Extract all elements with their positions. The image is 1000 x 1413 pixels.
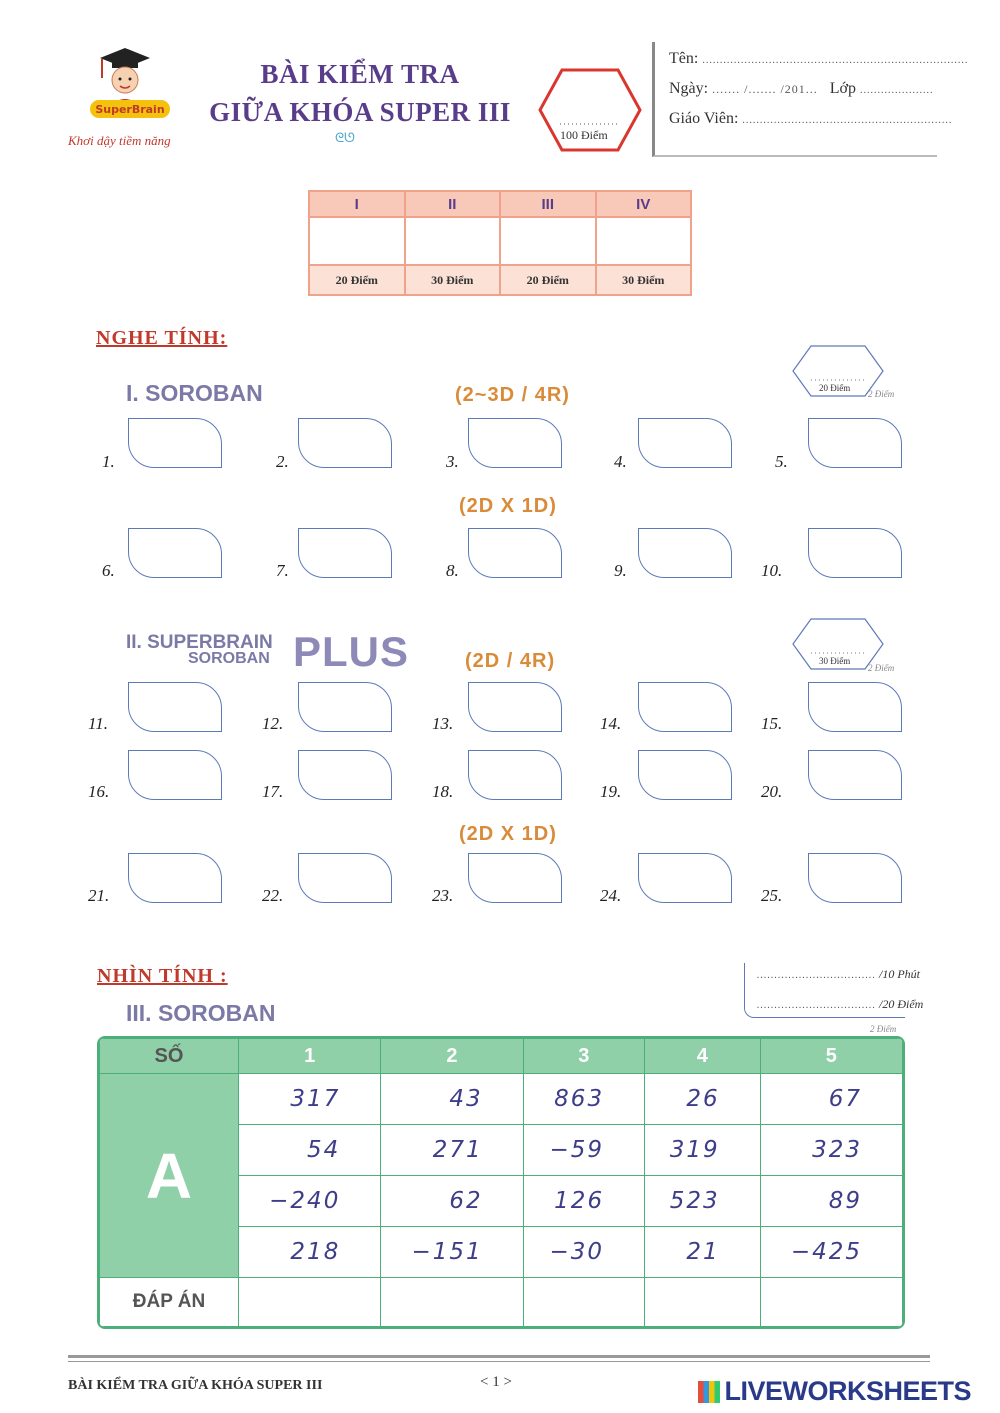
score-cell[interactable]	[500, 217, 596, 265]
answer-input[interactable]	[645, 1278, 761, 1327]
table-cell: 126	[523, 1176, 644, 1227]
part1-title: I. SOROBAN	[126, 380, 263, 406]
so-label: SỐ	[100, 1039, 239, 1074]
question-number: 6.	[102, 561, 115, 580]
question-number: 16.	[88, 782, 110, 801]
question-number: 5.	[775, 452, 788, 471]
answer-label: ĐÁP ÁN	[100, 1278, 239, 1327]
answer-box[interactable]	[808, 750, 902, 800]
page-number: < 1 >	[480, 1374, 512, 1390]
part1-score-note: 2 Điểm	[868, 389, 895, 399]
answer-box[interactable]	[298, 682, 392, 732]
part2-score-note: 2 Điểm	[868, 663, 895, 673]
table-cell: 54	[239, 1125, 381, 1176]
answer-box[interactable]	[128, 682, 222, 732]
table-cell: −425	[760, 1227, 902, 1278]
answer-box[interactable]	[468, 528, 562, 578]
time-note: 2 Điểm	[870, 1024, 897, 1034]
page-title	[190, 55, 530, 131]
footer-divider	[68, 1355, 930, 1358]
table-cell: 62	[381, 1176, 523, 1227]
column-header: 5	[760, 1039, 902, 1074]
answer-box[interactable]	[638, 853, 732, 903]
title-line-1: BÀI KIỂM TRA	[260, 59, 460, 89]
question-number: 7.	[276, 561, 289, 580]
answer-box[interactable]	[298, 853, 392, 903]
footer-divider-thin	[68, 1361, 930, 1362]
time-box: .................................. /10 Phút .................................. /20 Điểm	[744, 963, 905, 1018]
table-cell: 67	[760, 1074, 902, 1125]
part3-title: III. SOROBAN	[126, 1000, 276, 1026]
time-label: /10 Phút	[879, 967, 920, 981]
question-number: 25.	[761, 886, 783, 905]
question-number: 13.	[432, 714, 454, 733]
answer-input[interactable]	[239, 1278, 381, 1327]
column-header: 2	[381, 1039, 523, 1074]
score-points: 30 Điểm	[596, 265, 692, 295]
table-cell: 43	[381, 1074, 523, 1125]
brand-logo	[698, 1376, 971, 1407]
table-cell: −151	[381, 1227, 523, 1278]
answer-box[interactable]	[128, 418, 222, 468]
brand-name: LIVEWORKSHEETS	[724, 1376, 971, 1406]
svg-text:SuperBrain: SuperBrain	[95, 103, 165, 116]
table-cell: 319	[645, 1125, 761, 1176]
question-number: 17.	[262, 782, 284, 801]
table-cell: 271	[381, 1125, 523, 1176]
answer-box[interactable]	[808, 682, 902, 732]
part1-subtitle-2: (2D X 1D)	[459, 495, 557, 517]
question-number: 2.	[276, 452, 289, 471]
question-number: 23.	[432, 886, 454, 905]
score-col-header: II	[405, 191, 501, 217]
total-score-hexagon	[538, 68, 642, 152]
part2-plus: PLUS	[293, 628, 410, 675]
column-header: 1	[239, 1039, 381, 1074]
score-col-header: I	[309, 191, 405, 217]
listening-heading: NGHE TÍNH:	[96, 327, 228, 349]
table-cell: 218	[239, 1227, 381, 1278]
answer-box[interactable]	[638, 418, 732, 468]
question-number: 3.	[446, 452, 459, 471]
question-number: 8.	[446, 561, 459, 580]
answer-box[interactable]	[298, 528, 392, 578]
answer-input[interactable]	[760, 1278, 902, 1327]
question-number: 24.	[600, 886, 622, 905]
answer-input[interactable]	[523, 1278, 644, 1327]
visual-heading: NHÌN TÍNH :	[97, 965, 228, 987]
table-cell: 21	[645, 1227, 761, 1278]
part1-score-label: 20 Điểm	[819, 383, 851, 393]
question-number: 10.	[761, 561, 783, 580]
answer-box[interactable]	[468, 853, 562, 903]
part2-score-label: 30 Điểm	[819, 656, 851, 666]
question-number: 15.	[761, 714, 783, 733]
table-cell: 26	[645, 1074, 761, 1125]
score-points: 20 Điểm	[309, 265, 405, 295]
score-summary-table	[308, 190, 692, 296]
answer-box[interactable]	[808, 853, 902, 903]
visual-table	[97, 1036, 905, 1329]
answer-box[interactable]	[468, 750, 562, 800]
question-number: 20.	[761, 782, 783, 801]
answer-box[interactable]	[128, 853, 222, 903]
footer-title: BÀI KIỂM TRA GIỮA KHÓA SUPER III	[68, 1378, 323, 1393]
table-cell: −240	[239, 1176, 381, 1227]
part2-title-a: II. SUPERBRAIN	[126, 632, 273, 653]
question-number: 19.	[600, 782, 622, 801]
question-number: 21.	[88, 886, 110, 905]
answer-box[interactable]	[468, 682, 562, 732]
score-cell[interactable]	[596, 217, 692, 265]
answer-box[interactable]	[128, 750, 222, 800]
answer-input[interactable]	[381, 1278, 523, 1327]
total-score-label: 100 Điểm	[560, 128, 608, 142]
score-col-header: III	[500, 191, 596, 217]
answer-box[interactable]	[128, 528, 222, 578]
name-field[interactable]: Tên: ............................................................................	[669, 50, 969, 67]
date-field[interactable]: Ngày: ....... /....... /201... Lớp .....................	[669, 80, 934, 97]
table-cell: 323	[760, 1125, 902, 1176]
column-header: 3	[523, 1039, 644, 1074]
answer-box[interactable]	[638, 528, 732, 578]
answer-box[interactable]	[468, 418, 562, 468]
question-number: 22.	[262, 886, 284, 905]
student-info-box	[652, 42, 969, 157]
table-cell: 89	[760, 1176, 902, 1227]
table-cell: 317	[239, 1074, 381, 1125]
question-number: 18.	[432, 782, 454, 801]
title-line-2: GIỮA KHÓA SUPER III	[209, 97, 511, 127]
question-number: 12.	[262, 714, 284, 733]
answer-box[interactable]	[638, 682, 732, 732]
points-label: /20 Điểm	[879, 997, 924, 1011]
table-cell: −30	[523, 1227, 644, 1278]
question-number: 11.	[88, 714, 108, 733]
row-label-A: A	[100, 1074, 239, 1278]
part2-title-b: SOROBAN	[188, 650, 270, 667]
question-number: 1.	[102, 452, 115, 471]
answer-box[interactable]	[298, 418, 392, 468]
question-number: 9.	[614, 561, 627, 580]
table-cell: −59	[523, 1125, 644, 1176]
score-points: 20 Điểm	[500, 265, 596, 295]
score-points: 30 Điểm	[405, 265, 501, 295]
answer-box[interactable]	[298, 750, 392, 800]
brand-icon	[698, 1381, 720, 1403]
table-cell: 523	[645, 1176, 761, 1227]
logo	[80, 48, 190, 128]
question-number: 14.	[600, 714, 622, 733]
score-col-header: IV	[596, 191, 692, 217]
teacher-field[interactable]: Giáo Viên: ............................................................	[669, 110, 953, 127]
part2-subtitle-2: (2D X 1D)	[459, 823, 557, 845]
column-header: 4	[645, 1039, 761, 1074]
answer-box[interactable]	[638, 750, 732, 800]
part1-subtitle-1: (2~3D / 4R)	[455, 384, 570, 406]
score-cell[interactable]	[309, 217, 405, 265]
part2-subtitle-1: (2D / 4R)	[465, 650, 556, 672]
score-cell[interactable]	[405, 217, 501, 265]
question-number: 4.	[614, 452, 627, 471]
tagline: Khơi dậy tiềm năng	[68, 133, 171, 148]
table-cell: 863	[523, 1074, 644, 1125]
part2-title	[126, 628, 426, 675]
answer-box[interactable]	[808, 528, 902, 578]
title-ornament: ᘓᘎ	[335, 130, 355, 145]
answer-box[interactable]	[808, 418, 902, 468]
